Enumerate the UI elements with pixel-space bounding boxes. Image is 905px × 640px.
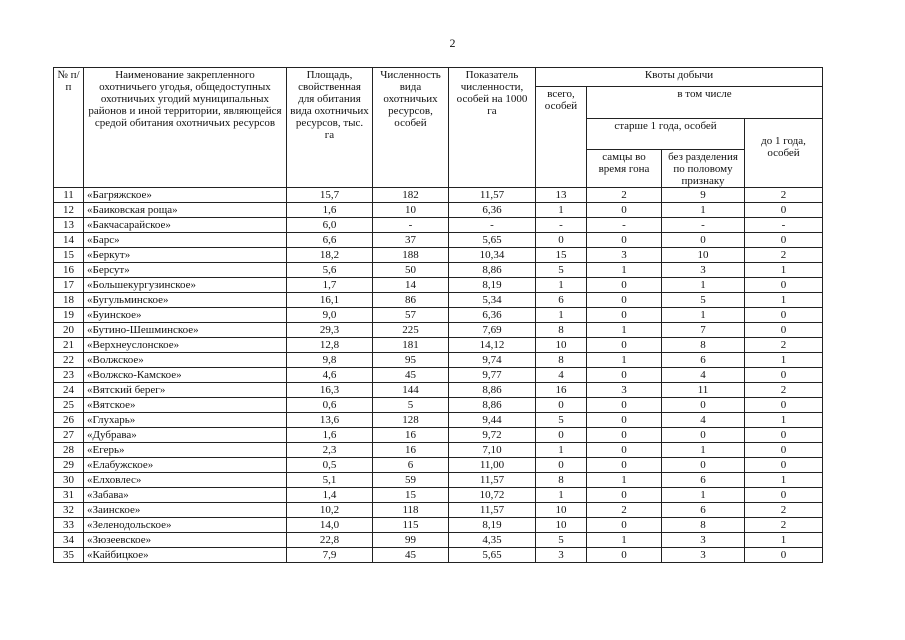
- quota-young: 0: [745, 548, 823, 563]
- density-value: 8,86: [449, 263, 536, 278]
- header-males: самцы во время гона: [587, 150, 662, 188]
- quota-males: 0: [587, 413, 662, 428]
- quota-total: 0: [536, 398, 587, 413]
- row-number: 11: [54, 188, 84, 203]
- quota-males: 0: [587, 428, 662, 443]
- row-number: 20: [54, 323, 84, 338]
- row-number: 34: [54, 533, 84, 548]
- population-count: 188: [373, 248, 449, 263]
- row-number: 30: [54, 473, 84, 488]
- header-including: в том числе: [587, 87, 823, 119]
- quota-total: 8: [536, 323, 587, 338]
- quota-males: 1: [587, 473, 662, 488]
- quota-no-sex: 3: [662, 533, 745, 548]
- quota-young: 0: [745, 203, 823, 218]
- quota-young: 1: [745, 293, 823, 308]
- quota-males: 3: [587, 248, 662, 263]
- table-row: [54, 278, 823, 293]
- density-value: 6,36: [449, 203, 536, 218]
- density-value: 8,86: [449, 398, 536, 413]
- quota-no-sex: 1: [662, 443, 745, 458]
- quota-total: 5: [536, 533, 587, 548]
- quota-no-sex: 11: [662, 383, 745, 398]
- row-number: 27: [54, 428, 84, 443]
- table-body: [54, 188, 823, 563]
- population-count: 45: [373, 368, 449, 383]
- quota-total: 1: [536, 308, 587, 323]
- density-value: 11,57: [449, 188, 536, 203]
- header-older: старше 1 года, особей: [587, 118, 745, 150]
- row-number: 15: [54, 248, 84, 263]
- population-count: 86: [373, 293, 449, 308]
- area-value: 22,8: [287, 533, 373, 548]
- quota-total: -: [536, 218, 587, 233]
- hunting-ground-name: «Волжское»: [84, 353, 287, 368]
- area-value: 1,7: [287, 278, 373, 293]
- quota-males: 0: [587, 368, 662, 383]
- row-number: 31: [54, 488, 84, 503]
- area-value: 0,5: [287, 458, 373, 473]
- table-row: [54, 458, 823, 473]
- quota-young: 2: [745, 518, 823, 533]
- population-count: 182: [373, 188, 449, 203]
- table-row: [54, 503, 823, 518]
- quota-no-sex: 0: [662, 458, 745, 473]
- population-count: 181: [373, 338, 449, 353]
- quota-young: 0: [745, 428, 823, 443]
- density-value: 8,19: [449, 518, 536, 533]
- quota-young: 0: [745, 398, 823, 413]
- quota-no-sex: 10: [662, 248, 745, 263]
- table-row: [54, 443, 823, 458]
- quota-total: 3: [536, 548, 587, 563]
- quota-males: 0: [587, 338, 662, 353]
- area-value: 5,6: [287, 263, 373, 278]
- quota-males: 0: [587, 443, 662, 458]
- quota-young: 0: [745, 488, 823, 503]
- area-value: 12,8: [287, 338, 373, 353]
- density-value: 7,10: [449, 443, 536, 458]
- density-value: 4,35: [449, 533, 536, 548]
- population-count: 99: [373, 533, 449, 548]
- quota-total: 6: [536, 293, 587, 308]
- quota-no-sex: 5: [662, 293, 745, 308]
- population-count: 95: [373, 353, 449, 368]
- density-value: 11,00: [449, 458, 536, 473]
- hunting-ground-name: «Баиковская роща»: [84, 203, 287, 218]
- population-count: 5: [373, 398, 449, 413]
- population-count: 144: [373, 383, 449, 398]
- quota-no-sex: 1: [662, 308, 745, 323]
- population-count: 6: [373, 458, 449, 473]
- row-number: 17: [54, 278, 84, 293]
- quota-total: 1: [536, 203, 587, 218]
- population-count: 16: [373, 428, 449, 443]
- row-number: 16: [54, 263, 84, 278]
- quota-males: 0: [587, 488, 662, 503]
- quota-no-sex: 6: [662, 473, 745, 488]
- population-count: 59: [373, 473, 449, 488]
- quota-no-sex: 6: [662, 353, 745, 368]
- table-row: [54, 398, 823, 413]
- quota-total: 1: [536, 278, 587, 293]
- quota-young: 0: [745, 443, 823, 458]
- quota-no-sex: 1: [662, 203, 745, 218]
- quota-young: 0: [745, 458, 823, 473]
- hunting-ground-name: «Забава»: [84, 488, 287, 503]
- density-value: 9,77: [449, 368, 536, 383]
- quota-total: 10: [536, 338, 587, 353]
- quota-total: 1: [536, 488, 587, 503]
- quota-young: 1: [745, 263, 823, 278]
- quota-young: 0: [745, 233, 823, 248]
- table-row: [54, 353, 823, 368]
- population-count: 14: [373, 278, 449, 293]
- quota-young: 0: [745, 368, 823, 383]
- table-row: [54, 308, 823, 323]
- area-value: 4,6: [287, 368, 373, 383]
- quota-total: 10: [536, 503, 587, 518]
- population-count: 15: [373, 488, 449, 503]
- header-count: Численность вида охотничьих ресурсов, особей: [373, 68, 449, 188]
- quota-total: 0: [536, 233, 587, 248]
- population-count: 45: [373, 548, 449, 563]
- area-value: 9,0: [287, 308, 373, 323]
- row-number: 19: [54, 308, 84, 323]
- table-row: [54, 368, 823, 383]
- quota-young: 1: [745, 473, 823, 488]
- density-value: 8,19: [449, 278, 536, 293]
- area-value: 16,1: [287, 293, 373, 308]
- density-value: 5,65: [449, 233, 536, 248]
- quota-males: 1: [587, 533, 662, 548]
- quota-males: 0: [587, 233, 662, 248]
- quota-males: 0: [587, 398, 662, 413]
- area-value: 5,1: [287, 473, 373, 488]
- hunting-ground-name: «Барс»: [84, 233, 287, 248]
- density-value: 9,72: [449, 428, 536, 443]
- quota-no-sex: 1: [662, 278, 745, 293]
- quota-total: 0: [536, 428, 587, 443]
- quota-total: 0: [536, 458, 587, 473]
- table-row: [54, 428, 823, 443]
- header-name: Наименование закрепленного охотничьего угодья, общедоступных охотничьих угодий муниципальных районов и иной территории, являющейся средой обитания охотничьих ресурсов: [84, 68, 287, 188]
- row-number: 22: [54, 353, 84, 368]
- quota-males: 1: [587, 263, 662, 278]
- hunting-ground-name: «Беркут»: [84, 248, 287, 263]
- header-density: Показатель численности, особей на 1000 га: [449, 68, 536, 188]
- quota-total: 1: [536, 443, 587, 458]
- population-count: 118: [373, 503, 449, 518]
- quota-young: 1: [745, 353, 823, 368]
- table-row: [54, 248, 823, 263]
- quota-no-sex: 0: [662, 398, 745, 413]
- row-number: 28: [54, 443, 84, 458]
- quota-no-sex: -: [662, 218, 745, 233]
- quota-total: 5: [536, 413, 587, 428]
- quota-males: 0: [587, 548, 662, 563]
- hunting-ground-name: «Вятское»: [84, 398, 287, 413]
- hunting-ground-name: «Дубрава»: [84, 428, 287, 443]
- quota-young: -: [745, 218, 823, 233]
- area-value: 15,7: [287, 188, 373, 203]
- density-value: 6,36: [449, 308, 536, 323]
- quota-young: 1: [745, 413, 823, 428]
- quota-total: 8: [536, 473, 587, 488]
- area-value: 10,2: [287, 503, 373, 518]
- row-number: 13: [54, 218, 84, 233]
- quota-males: 3: [587, 383, 662, 398]
- area-value: 6,0: [287, 218, 373, 233]
- quota-total: 15: [536, 248, 587, 263]
- hunting-ground-name: «Волжско-Камское»: [84, 368, 287, 383]
- quota-males: 0: [587, 293, 662, 308]
- quota-total: 4: [536, 368, 587, 383]
- hunting-ground-name: «Кайбицкое»: [84, 548, 287, 563]
- table-row: [54, 338, 823, 353]
- quota-total: 10: [536, 518, 587, 533]
- header-total: всего, особей: [536, 87, 587, 188]
- density-value: 8,86: [449, 383, 536, 398]
- quota-no-sex: 3: [662, 263, 745, 278]
- table-row: [54, 383, 823, 398]
- quota-no-sex: 8: [662, 518, 745, 533]
- row-number: 23: [54, 368, 84, 383]
- quota-total: 13: [536, 188, 587, 203]
- header-no-sex: без разделения по половому признаку: [662, 150, 745, 188]
- hunting-ground-name: «Егерь»: [84, 443, 287, 458]
- area-value: 14,0: [287, 518, 373, 533]
- quota-young: 2: [745, 248, 823, 263]
- hunting-ground-name: «Вятский берег»: [84, 383, 287, 398]
- quota-total: 8: [536, 353, 587, 368]
- hunting-ground-name: «Большекургузинское»: [84, 278, 287, 293]
- hunting-ground-name: «Елховлес»: [84, 473, 287, 488]
- quota-no-sex: 0: [662, 233, 745, 248]
- population-count: 10: [373, 203, 449, 218]
- row-number: 18: [54, 293, 84, 308]
- quota-males: 0: [587, 458, 662, 473]
- quota-males: 0: [587, 308, 662, 323]
- density-value: 11,57: [449, 503, 536, 518]
- population-count: 225: [373, 323, 449, 338]
- hunting-ground-name: «Елабужское»: [84, 458, 287, 473]
- quota-young: 2: [745, 383, 823, 398]
- hunting-ground-name: «Буинское»: [84, 308, 287, 323]
- quota-males: 0: [587, 278, 662, 293]
- hunting-ground-name: «Бугульминское»: [84, 293, 287, 308]
- quota-young: 2: [745, 503, 823, 518]
- area-value: 7,9: [287, 548, 373, 563]
- row-number: 24: [54, 383, 84, 398]
- density-value: 7,69: [449, 323, 536, 338]
- area-value: 9,8: [287, 353, 373, 368]
- density-value: -: [449, 218, 536, 233]
- quota-young: 0: [745, 278, 823, 293]
- table-row: [54, 188, 823, 203]
- row-number: 25: [54, 398, 84, 413]
- quota-males: 1: [587, 323, 662, 338]
- row-number: 32: [54, 503, 84, 518]
- quota-males: -: [587, 218, 662, 233]
- quota-young: 2: [745, 338, 823, 353]
- header-number: № п/п: [54, 68, 84, 188]
- population-count: 50: [373, 263, 449, 278]
- area-value: 1,4: [287, 488, 373, 503]
- table-row: [54, 413, 823, 428]
- hunting-ground-name: «Глухарь»: [84, 413, 287, 428]
- hunting-ground-name: «Заинское»: [84, 503, 287, 518]
- table-row: [54, 233, 823, 248]
- area-value: 29,3: [287, 323, 373, 338]
- hunting-ground-name: «Берсут»: [84, 263, 287, 278]
- density-value: 11,57: [449, 473, 536, 488]
- density-value: 10,34: [449, 248, 536, 263]
- table-row: [54, 323, 823, 338]
- quota-no-sex: 1: [662, 488, 745, 503]
- quota-no-sex: 4: [662, 368, 745, 383]
- quota-males: 2: [587, 503, 662, 518]
- row-number: 35: [54, 548, 84, 563]
- quota-total: 5: [536, 263, 587, 278]
- table-row: [54, 548, 823, 563]
- quota-no-sex: 7: [662, 323, 745, 338]
- population-count: 128: [373, 413, 449, 428]
- row-number: 14: [54, 233, 84, 248]
- header-younger: до 1 года, особей: [745, 118, 823, 188]
- population-count: 37: [373, 233, 449, 248]
- table-row: [54, 263, 823, 278]
- quota-no-sex: 9: [662, 188, 745, 203]
- quota-males: 0: [587, 203, 662, 218]
- table-row: [54, 488, 823, 503]
- area-value: 1,6: [287, 203, 373, 218]
- quota-no-sex: 8: [662, 338, 745, 353]
- table-row: [54, 218, 823, 233]
- density-value: 14,12: [449, 338, 536, 353]
- population-count: -: [373, 218, 449, 233]
- area-value: 16,3: [287, 383, 373, 398]
- quota-no-sex: 0: [662, 428, 745, 443]
- area-value: 1,6: [287, 428, 373, 443]
- density-value: 9,44: [449, 413, 536, 428]
- table-row: [54, 203, 823, 218]
- area-value: 18,2: [287, 248, 373, 263]
- quota-young: 0: [745, 323, 823, 338]
- quota-males: 2: [587, 188, 662, 203]
- quota-total: 16: [536, 383, 587, 398]
- area-value: 13,6: [287, 413, 373, 428]
- header-area: Площадь, свойственная для обитания вида охотничьих ресурсов, тыс. га: [287, 68, 373, 188]
- population-count: 57: [373, 308, 449, 323]
- population-count: 115: [373, 518, 449, 533]
- density-value: 10,72: [449, 488, 536, 503]
- density-value: 5,65: [449, 548, 536, 563]
- hunting-quota-table: [53, 67, 823, 563]
- table-row: [54, 293, 823, 308]
- area-value: 0,6: [287, 398, 373, 413]
- area-value: 2,3: [287, 443, 373, 458]
- area-value: 6,6: [287, 233, 373, 248]
- row-number: 33: [54, 518, 84, 533]
- quota-young: 1: [745, 533, 823, 548]
- row-number: 26: [54, 413, 84, 428]
- row-number: 21: [54, 338, 84, 353]
- hunting-ground-name: «Верхнеуслонское»: [84, 338, 287, 353]
- table-row: [54, 518, 823, 533]
- row-number: 29: [54, 458, 84, 473]
- quota-males: 0: [587, 518, 662, 533]
- quota-no-sex: 3: [662, 548, 745, 563]
- hunting-ground-name: «Багряжское»: [84, 188, 287, 203]
- quota-young: 0: [745, 308, 823, 323]
- population-count: 16: [373, 443, 449, 458]
- quota-young: 2: [745, 188, 823, 203]
- quota-no-sex: 4: [662, 413, 745, 428]
- hunting-ground-name: «Бутино-Шешминское»: [84, 323, 287, 338]
- header-quotas: Квоты добычи: [536, 68, 823, 87]
- table-row: [54, 473, 823, 488]
- density-value: 5,34: [449, 293, 536, 308]
- table-row: [54, 533, 823, 548]
- hunting-ground-name: «Бакчасарайское»: [84, 218, 287, 233]
- hunting-ground-name: «Зеленодольское»: [84, 518, 287, 533]
- quota-no-sex: 6: [662, 503, 745, 518]
- row-number: 12: [54, 203, 84, 218]
- density-value: 9,74: [449, 353, 536, 368]
- page-number: 2: [449, 36, 456, 50]
- quota-males: 1: [587, 353, 662, 368]
- hunting-ground-name: «Зюзеевское»: [84, 533, 287, 548]
